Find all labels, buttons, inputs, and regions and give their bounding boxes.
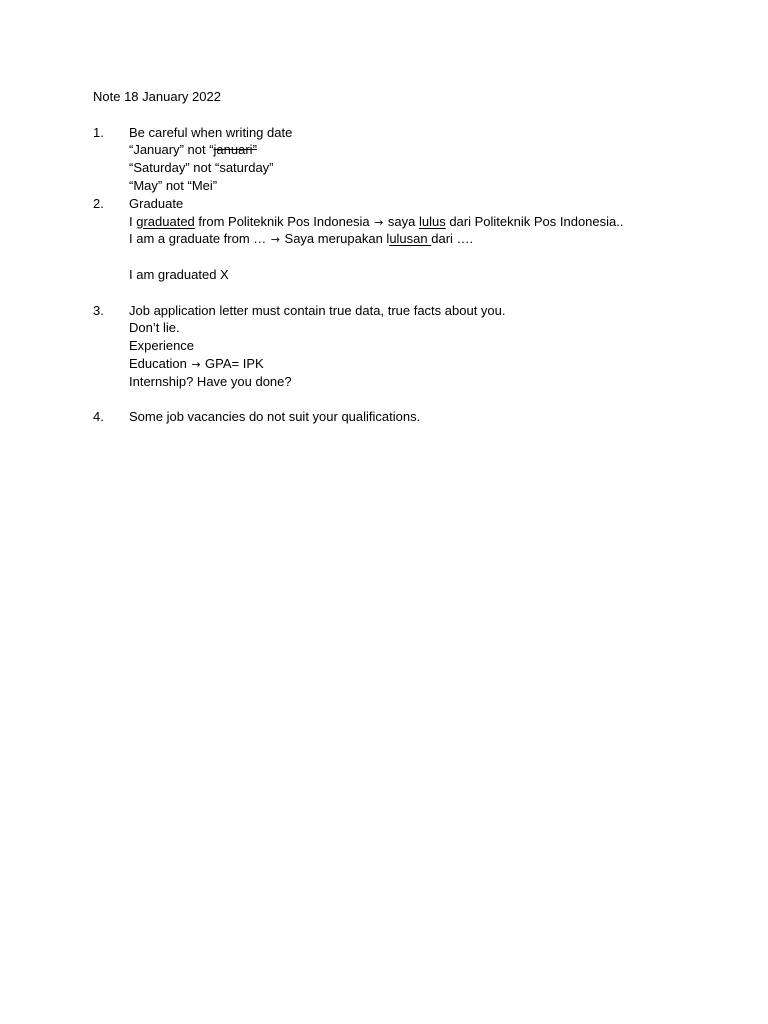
item-1-line-1-text: “January” not “ [129, 142, 214, 158]
item-1-heading-line [93, 124, 713, 142]
item-3-heading-line [93, 302, 713, 320]
item-3-line-3-text-b: GPA= IPK [201, 355, 264, 371]
item-4-heading-line [93, 408, 713, 426]
item-2-heading-line [93, 195, 713, 213]
item-2-line-2 [93, 230, 713, 248]
item-1-line-3: “May” not “Mei” [129, 177, 218, 193]
item-4-number: 4. [93, 409, 104, 425]
note-body [93, 88, 713, 426]
item-1-line-1 [93, 141, 713, 159]
item-2-line-1 [93, 213, 713, 231]
item-3-line-1: Don’t lie. [129, 320, 180, 336]
note-title: Note 18 January 2022 [93, 89, 221, 104]
item-4-heading: Some job vacancies do not suit your qualifications. [129, 409, 421, 425]
item-2-heading: Graduate [129, 195, 184, 211]
item-2-line-1-text-a: I [129, 213, 137, 229]
item-2-line-1-text-b: from Politeknik Pos Indonesia [194, 213, 374, 229]
item-3-heading: Job application letter must contain true data, true facts about you. [129, 302, 506, 318]
item-2-line-1-text-c: saya [384, 213, 419, 229]
item-2-line-2-text-a: I am a graduate from … [129, 231, 270, 247]
item-2-number: 2. [93, 195, 104, 211]
right-arrow-icon: → [191, 357, 201, 371]
spacer [93, 284, 713, 302]
underlined-lulus: lulus [418, 213, 446, 229]
underlined-graduated: graduated [136, 213, 195, 229]
underlined-lulusan: ulusan [389, 231, 432, 247]
item-3-line-3-text-a: Education [129, 355, 191, 371]
item-2-line-2-text-c: dari …. [431, 231, 474, 247]
item-1-heading: Be careful when writing date [129, 124, 293, 140]
item-2-line-2-text-b: Saya merupakan l [280, 231, 390, 247]
right-arrow-icon: → [270, 233, 281, 247]
item-2-line-3: I am graduated X [129, 266, 229, 282]
item-3-number: 3. [93, 302, 104, 318]
item-1-line-2: “Saturday” not “saturday” [129, 160, 274, 176]
item-1-strikethrough-text: januari” [213, 142, 257, 158]
spacer [93, 248, 713, 266]
item-3-line-2: Experience [129, 338, 195, 354]
item-2-line-1-text-d: dari Politeknik Pos Indonesia.. [445, 213, 624, 229]
right-arrow-icon: → [374, 215, 384, 229]
spacer [93, 106, 713, 124]
item-3-line-4: Internship? Have you done? [129, 373, 292, 389]
item-3-line-3 [93, 355, 713, 373]
spacer [93, 391, 713, 409]
item-1-number: 1. [93, 124, 104, 140]
